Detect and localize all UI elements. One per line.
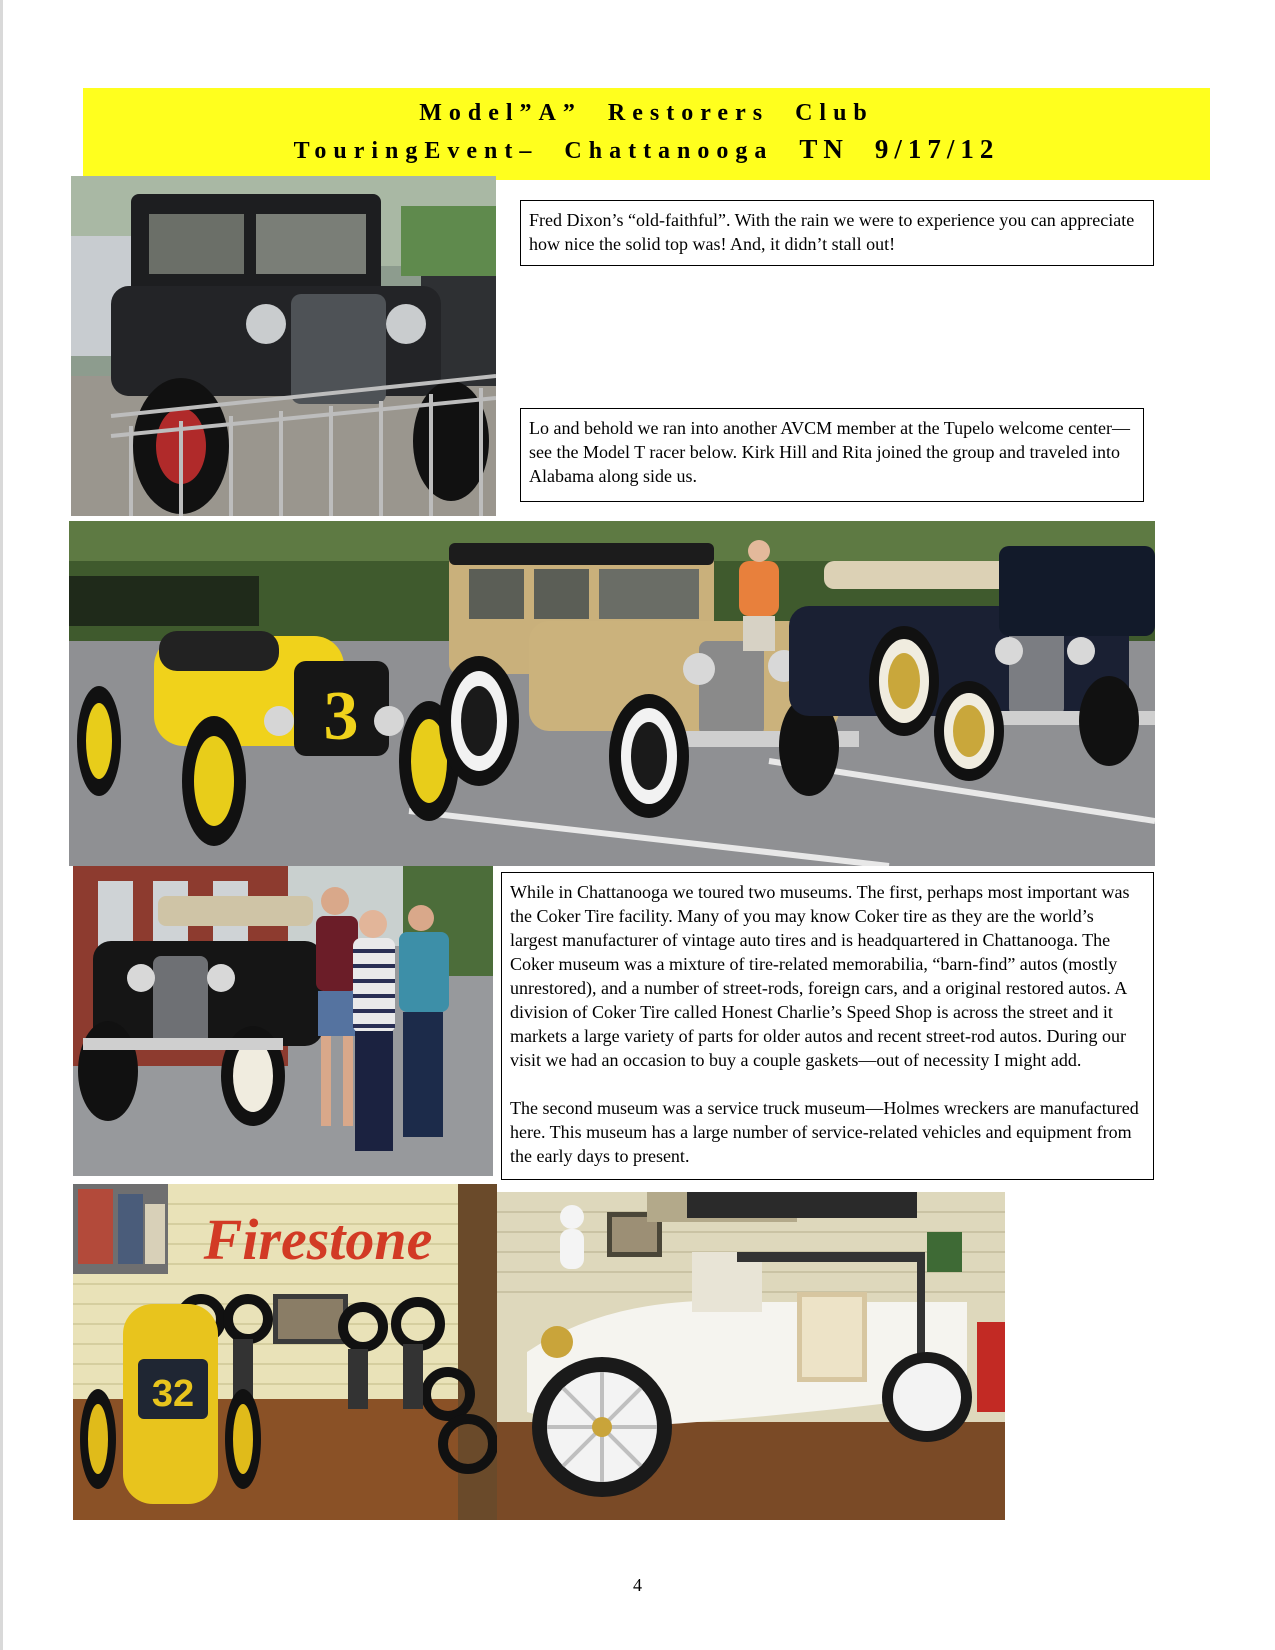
caption-tupelo <box>520 408 1144 502</box>
photo-people-with-car <box>73 866 493 1176</box>
racer-number-text: 3 <box>323 678 359 755</box>
title-chattanooga: Chattanooga <box>564 138 774 164</box>
title-restorers: Restorers <box>607 100 770 126</box>
photo-three-cars <box>69 521 1155 866</box>
title-state: TN <box>799 134 849 164</box>
page-number: 4 <box>633 1575 642 1595</box>
title-banner <box>83 88 1210 180</box>
caption-fred-dixon <box>520 200 1154 266</box>
racer-32-number-text: 32 <box>151 1373 195 1415</box>
title-model-a: Model”A” <box>419 100 582 126</box>
caption-fred-text: Fred Dixon’s “old-faithful”. With the rain we were to experience you can appreciate how nice the solid top was! And, it didn’t stall out! <box>529 210 1135 254</box>
page-edge <box>0 0 3 1650</box>
firestone-sign-text: Firestone <box>203 1207 433 1272</box>
photo-white-antique-car <box>497 1192 1005 1520</box>
caption-museums <box>501 872 1154 1180</box>
title-line-2 <box>83 134 1210 166</box>
caption-museum-paragraph-1: While in Chattanooga we toured two museums. The first, perhaps most important was the Coker Tire facility. Many of you may know Coker tire as they are the world’s largest manufacturer of vintage auto tires and is headquartered in Chattanooga. The Coker museum was a mixture of tire-related memorabilia, “barn-find” autos (mostly unrestored), and a number of street-rods, foreign cars, and a original restored autos. A division of Coker Tire called Honest Charlie’s Speed Shop is across the street and it markets a large variety of parts for older autos and recent street-rod autos. During our visit we had an occasion to buy a couple gaskets—out of necessity I might add. <box>510 882 1130 1070</box>
caption-tupelo-text: Lo and behold we ran into another AVCM member at the Tupelo welcome center—see the Model T racer below. Kirk Hill and Rita joined the group and traveled into Alabama along side us. <box>529 418 1131 486</box>
photo-black-sedan <box>71 176 496 516</box>
title-club: Club <box>795 100 874 126</box>
title-line-1 <box>83 98 1210 128</box>
title-touring-event: TouringEvent– <box>293 138 539 164</box>
photo-firestone-display <box>73 1184 497 1520</box>
caption-museum-paragraph-2: The second museum was a service truck museum—Holmes wreckers are manufactured here. This museum has a large number of service-related vehicles and equipment from the early days to present. <box>510 1098 1139 1166</box>
title-date: 9/17/12 <box>874 134 1000 164</box>
